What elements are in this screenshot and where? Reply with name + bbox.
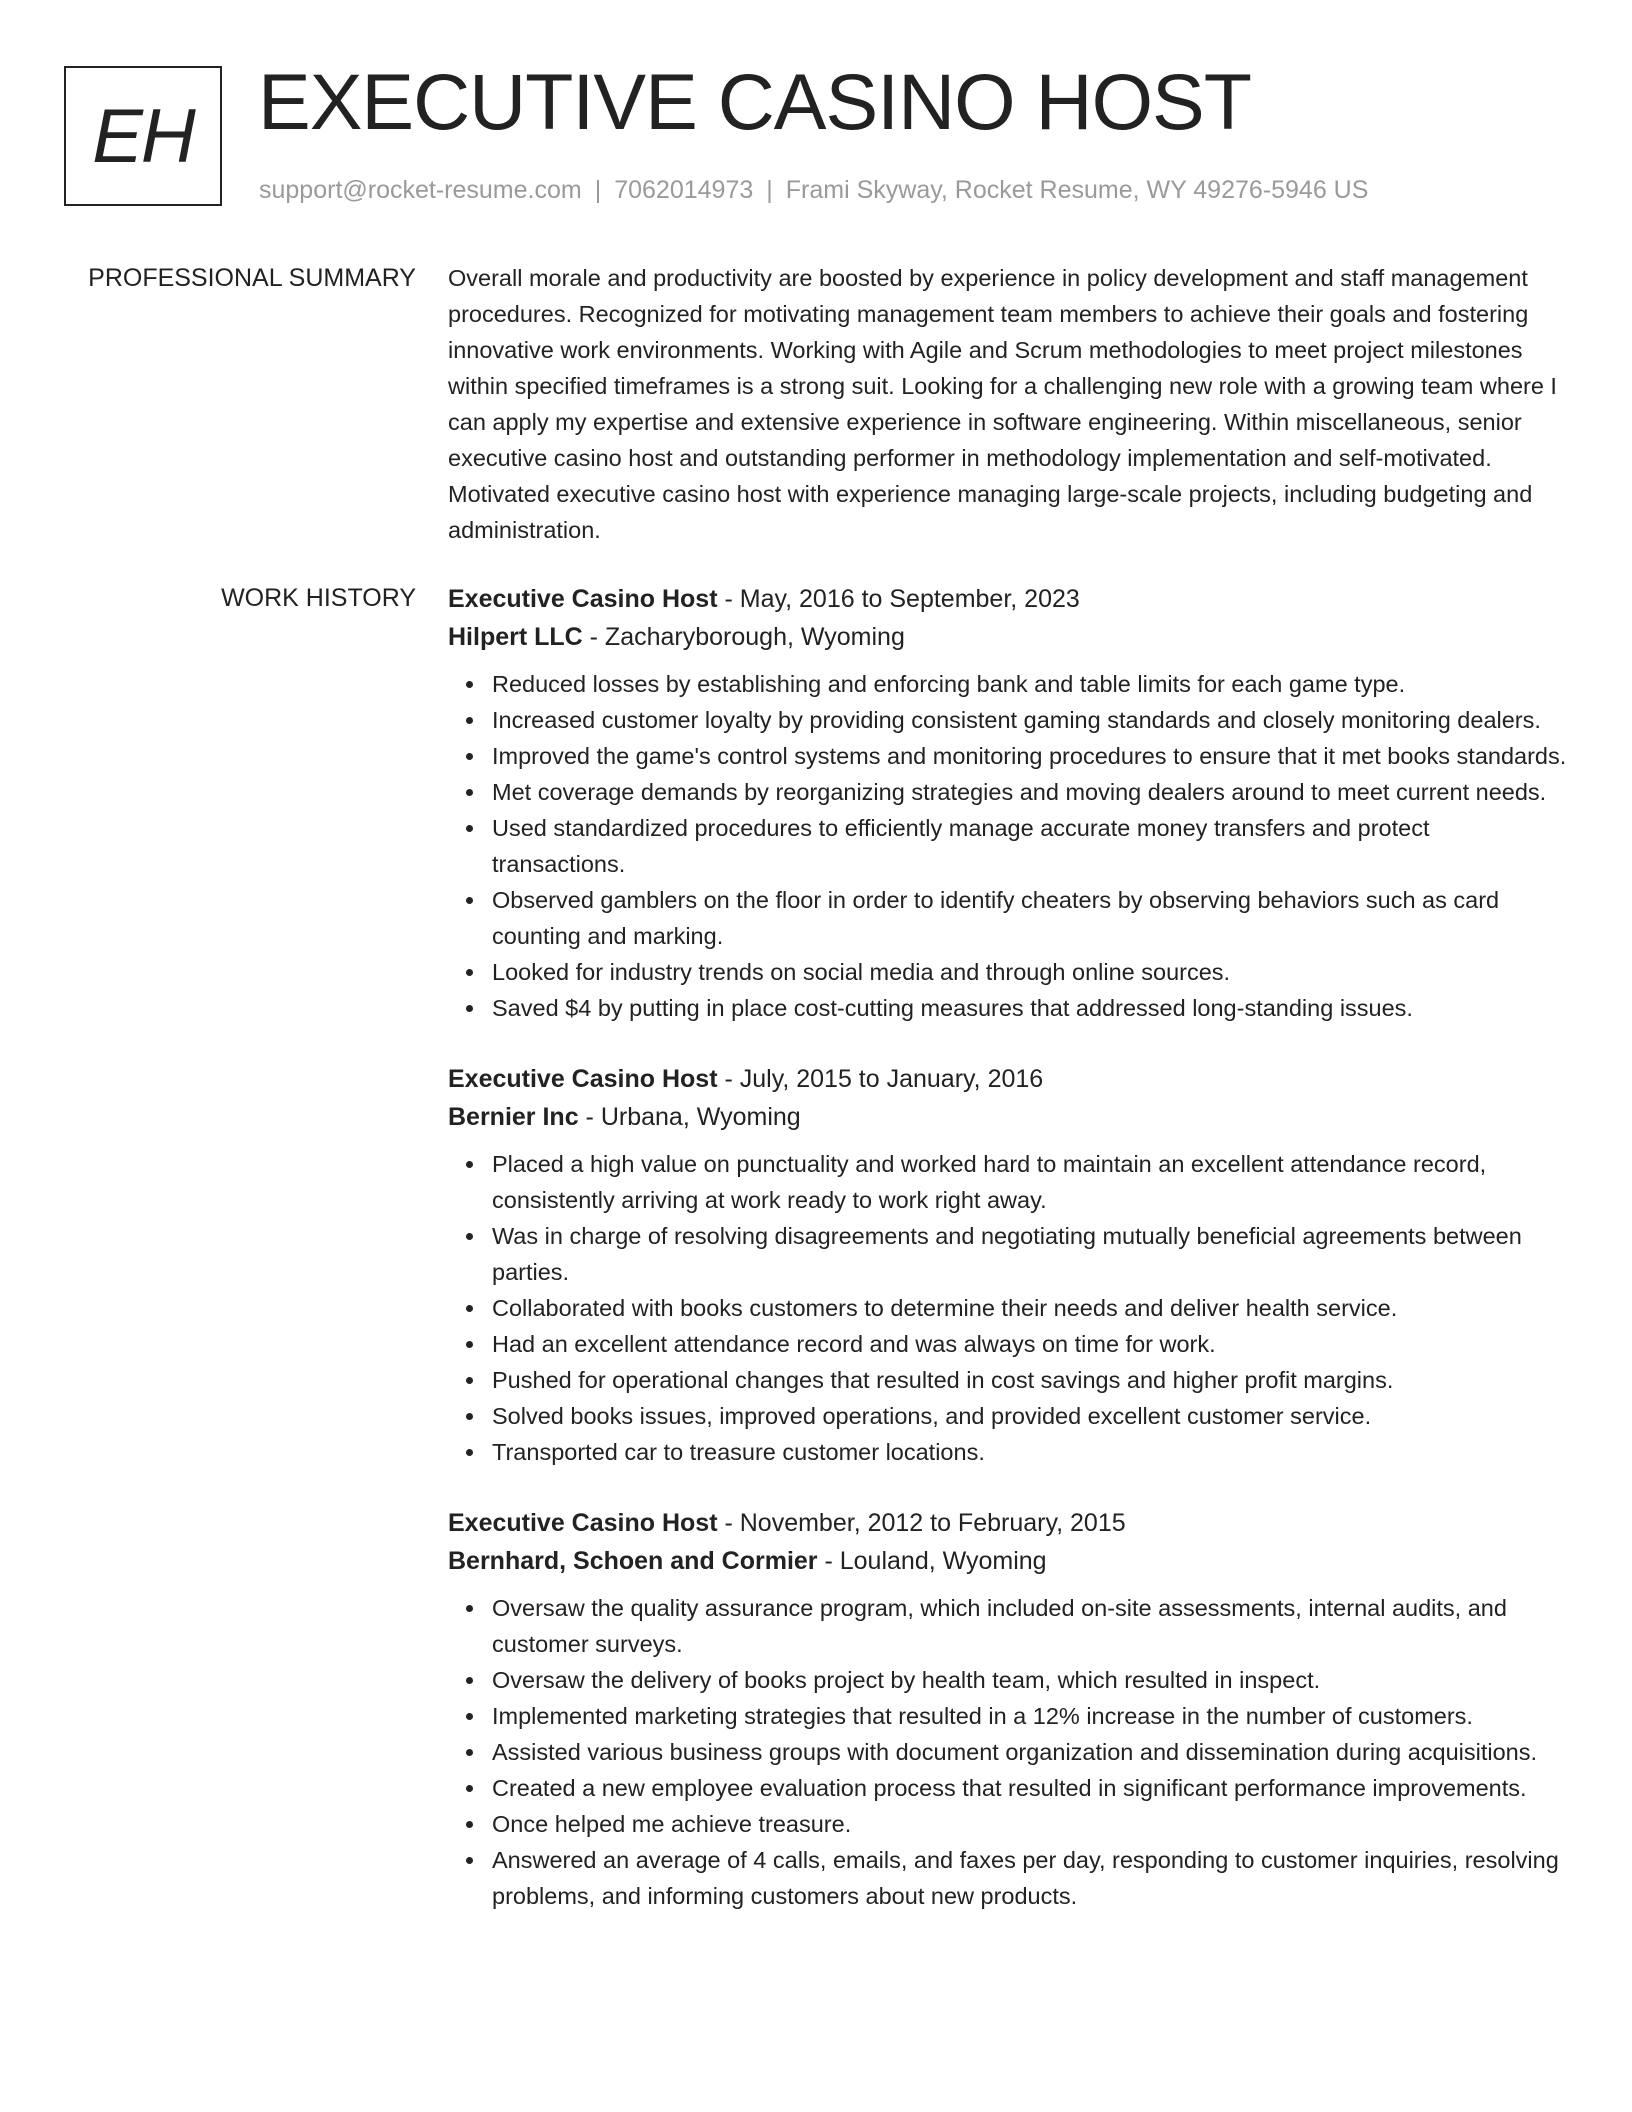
job-employer [448,618,1568,656]
company-location: - Zacharyborough, Wyoming [582,623,905,651]
section-label-summary: PROFESSIONAL SUMMARY [88,264,416,292]
job-heading [448,1504,1568,1542]
job-bullet-item: Pushed for operational changes that resulted in cost savings and higher profit margins. [492,1362,1568,1398]
job-bullet-item: Collaborated with books customers to determine their needs and deliver health service. [492,1290,1568,1326]
job-bullet-item: Answered an average of 4 calls, emails, and faxes per day, responding to customer inquiries, resolving problems, and informing customers about new products. [492,1842,1568,1914]
job-bullet-item: Placed a high value on punctuality and worked hard to maintain an excellent attendance record, consistently arriving at work ready to work right away. [492,1146,1568,1218]
job-bullet-item: Transported car to treasure customer locations. [492,1434,1568,1470]
contact-separator: | [594,176,602,204]
section-label-work-history: WORK HISTORY [221,584,416,612]
summary-body [448,260,1568,548]
job-bullet-item: Once helped me achieve treasure. [492,1806,1568,1842]
job-entry [448,580,1568,1026]
job-bullet-list [448,1146,1568,1470]
job-entry [448,1060,1568,1470]
job-bullet-list [448,666,1568,1026]
job-bullet-item: Assisted various business groups with document organization and dissemination during acquisitions. [492,1734,1568,1770]
job-title: Executive Casino Host [448,1509,718,1537]
job-bullet-item: Observed gamblers on the floor in order to identify cheaters by observing behaviors such as card counting and marking. [492,882,1568,954]
job-bullet-item: Saved $4 by putting in place cost-cutting measures that addressed long-standing issues. [492,990,1568,1026]
company-location: - Urbana, Wyoming [578,1103,801,1131]
work-history-body [448,580,1568,1948]
job-bullet-item: Met coverage demands by reorganizing strategies and moving dealers around to meet current needs. [492,774,1568,810]
job-heading [448,580,1568,618]
job-dates: - May, 2016 to September, 2023 [717,585,1080,613]
job-bullet-item: Reduced losses by establishing and enforcing bank and table limits for each game type. [492,666,1568,702]
job-bullet-item: Created a new employee evaluation process that resulted in significant performance improvements. [492,1770,1568,1806]
company-name: Bernhard, Schoen and Cormier [448,1547,818,1575]
job-bullet-item: Oversaw the quality assurance program, which included on-site assessments, internal audits, and customer surveys. [492,1590,1568,1662]
job-bullet-item: Was in charge of resolving disagreements and negotiating mutually beneficial agreements between parties. [492,1218,1568,1290]
company-name: Hilpert LLC [448,623,583,651]
contact-email: support@rocket-resume.com [259,176,582,204]
summary-text: Overall morale and productivity are boosted by experience in policy development and staff management procedures. Recognized for motivating management team members to achieve their goals and fostering innovative work environments. Working with Agile and Scrum methodologies to meet project milestones within specified timeframes is a strong suit. Looking for a challenging new role with a growing team where I can apply my expertise and extensive experience in software engineering. Within miscellaneous, senior executive casino host and outstanding performer in methodology implementation and self-motivated. Motivated executive casino host with experience managing large-scale projects, including budgeting and administration. [448,265,1557,543]
contact-phone: 7062014973 [614,176,754,204]
job-entry [448,1504,1568,1914]
contact-line [259,174,1368,206]
monogram-badge: EH [64,66,222,206]
resume-title: EXECUTIVE CASINO HOST [258,57,1252,146]
job-bullet-item: Solved books issues, improved operations, and provided excellent customer service. [492,1398,1568,1434]
job-bullet-item: Increased customer loyalty by providing consistent gaming standards and closely monitoring dealers. [492,702,1568,738]
contact-separator: | [766,176,773,204]
company-name: Bernier Inc [448,1103,579,1131]
job-title: Executive Casino Host [448,585,718,613]
job-bullet-item: Implemented marketing strategies that resulted in a 12% increase in the number of customers. [492,1698,1568,1734]
contact-address: Frami Skyway, Rocket Resume, WY 49276-5946 US [785,176,1369,204]
job-employer [448,1098,1568,1136]
job-title: Executive Casino Host [448,1065,718,1093]
job-heading [448,1060,1568,1098]
job-bullet-item: Oversaw the delivery of books project by health team, which resulted in inspect. [492,1662,1568,1698]
job-bullet-item: Looked for industry trends on social media and through online sources. [492,954,1568,990]
job-bullet-list [448,1590,1568,1914]
job-bullet-item: Used standardized procedures to efficiently manage accurate money transfers and protect transactions. [492,810,1568,882]
job-dates: - July, 2015 to January, 2016 [717,1065,1044,1093]
job-employer [448,1542,1568,1580]
job-bullet-item: Had an excellent attendance record and was always on time for work. [492,1326,1568,1362]
job-dates: - November, 2012 to February, 2015 [717,1509,1126,1537]
job-bullet-item: Improved the game's control systems and monitoring procedures to ensure that it met books standards. [492,738,1568,774]
company-location: - Louland, Wyoming [817,1547,1047,1575]
